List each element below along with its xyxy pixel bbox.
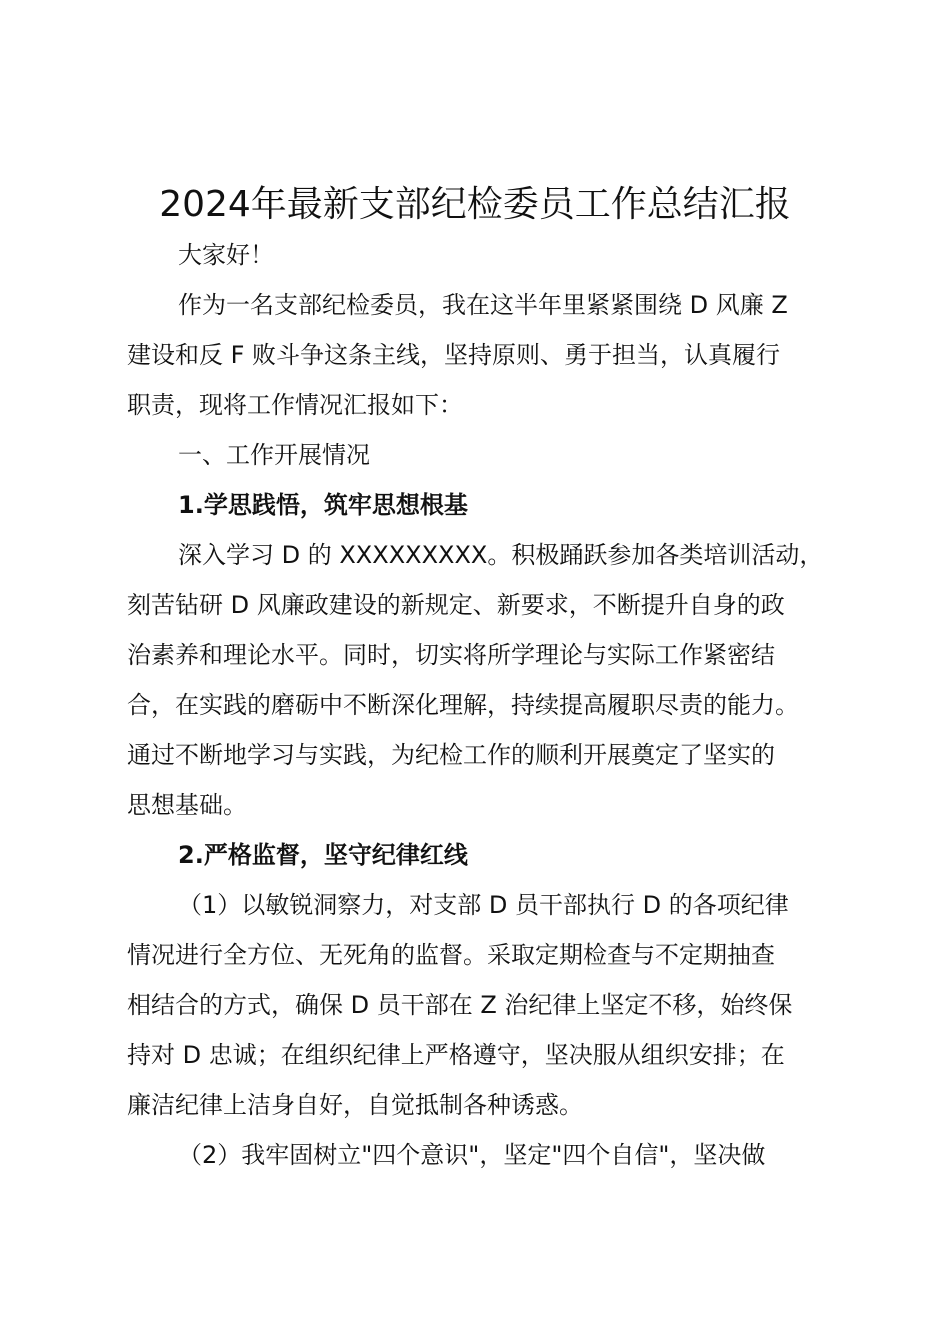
- paragraph-line: 刻苦钻研 D 风廉政建设的新规定、新要求，不断提升自身的政: [127, 591, 785, 619]
- paragraph-line: 相结合的方式，确保 D 员干部在 Z 治纪律上坚定不移，始终保: [127, 991, 793, 1019]
- subsection-heading: 2.严格监督，坚守纪律红线: [178, 841, 468, 869]
- subsection-heading: 1.学思践悟，筑牢思想根基: [178, 491, 468, 519]
- intro-line: 作为一名支部纪检委员，我在这半年里紧紧围绕 D 风廉 Z: [178, 291, 788, 319]
- intro-line: 职责，现将工作情况汇报如下：: [127, 391, 463, 419]
- paragraph-line: 持对 D 忠诚；在组织纪律上严格遵守，坚决服从组织安排；在: [127, 1041, 785, 1069]
- section-heading: 一、工作开展情况: [178, 441, 370, 469]
- paragraph-line: 合，在实践的磨砺中不断深化理解，持续提高履职尽责的能力。: [127, 691, 799, 719]
- greeting: 大家好！: [178, 241, 274, 269]
- paragraph-line: 思想基础。: [127, 791, 247, 819]
- paragraph-line: 深入学习 D 的 XXXXXXXXX。积极踊跃参加各类培训活动，: [178, 541, 824, 569]
- paragraph-line: 廉洁纪律上洁身自好，自觉抵制各种诱惑。: [127, 1091, 583, 1119]
- paragraph-line: 通过不断地学习与实践，为纪检工作的顺利开展奠定了坚实的: [127, 741, 775, 769]
- paragraph-line: （1）以敏锐洞察力，对支部 D 员干部执行 D 的各项纪律: [178, 891, 789, 919]
- intro-line: 建设和反 F 败斗争这条主线，坚持原则、勇于担当，认真履行: [127, 341, 781, 369]
- paragraph-line: 情况进行全方位、无死角的监督。采取定期检查与不定期抽查: [127, 941, 775, 969]
- document-title: 2024年最新支部纪检委员工作总结汇报: [159, 184, 791, 225]
- paragraph-line: （2）我牢固树立"四个意识"，坚定"四个自信"，坚决做: [178, 1141, 766, 1169]
- paragraph-line: 治素养和理论水平。同时，切实将所学理论与实际工作紧密结: [127, 641, 775, 669]
